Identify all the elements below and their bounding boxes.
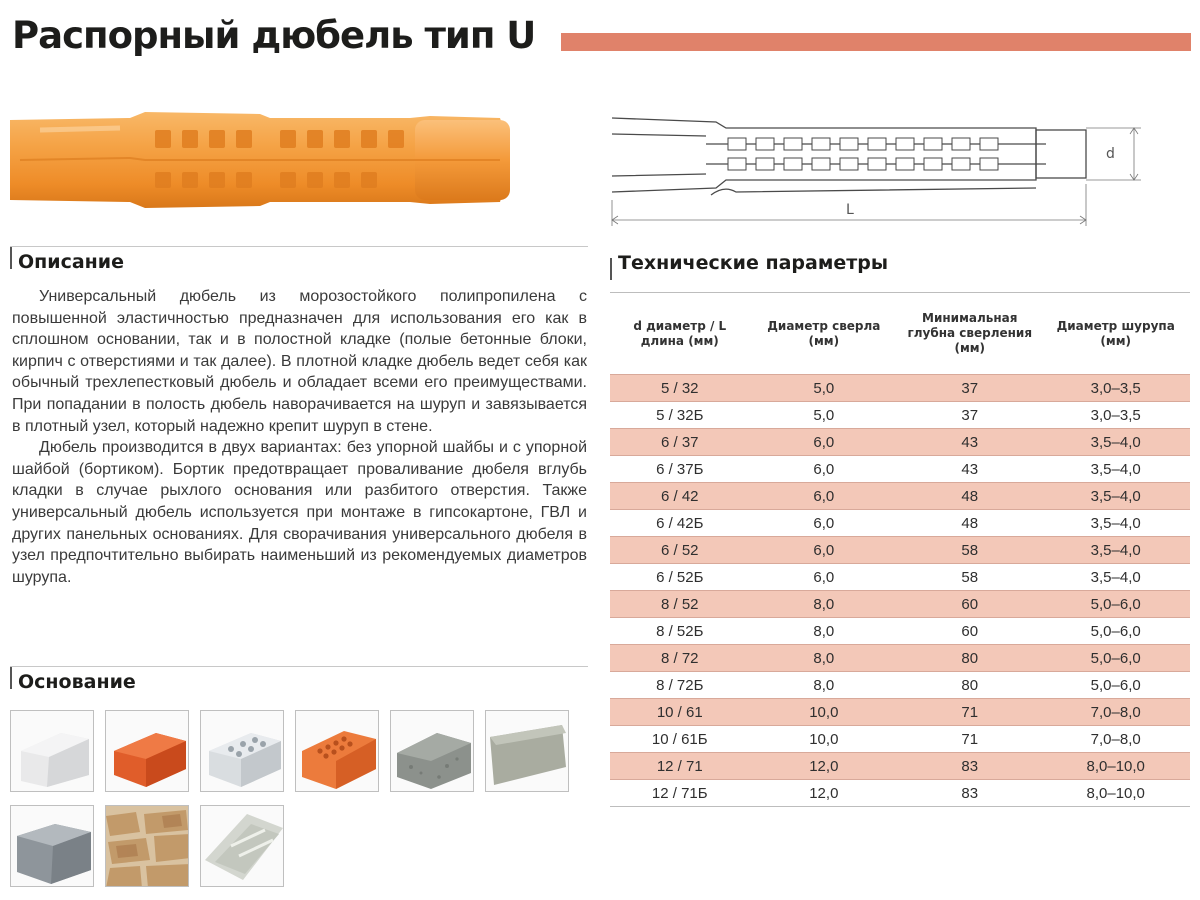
cell-screw-diameter: 7,0–8,0	[1041, 699, 1190, 726]
table-row	[610, 726, 1190, 753]
column-header-size: d диаметр / L длина (мм)	[633, 318, 727, 348]
cell-screw-diameter: 3,5–4,0	[1090, 514, 1141, 532]
cell-size: 5 / 32	[610, 375, 750, 402]
cell-drill-depth: 80	[961, 676, 979, 694]
cell-drill-diameter: 6,0	[750, 537, 899, 564]
cell-drill-diameter: 12,0	[809, 784, 839, 802]
cell-size: 6 / 42	[610, 483, 750, 510]
cell-drill-diameter: 6,0	[813, 460, 835, 478]
cell-drill-diameter: 8,0	[750, 645, 899, 672]
table-row	[610, 510, 1190, 537]
section-tick	[610, 258, 612, 280]
section-tick	[10, 247, 12, 269]
cell-size: 12 / 71Б	[651, 784, 708, 802]
params-table	[610, 292, 1190, 807]
description-paragraph-1: Универсальный дюбель из морозостойкого полипропилена с повышенной эластичностью предназначен для использования его как в сплошном основании, так и в полостной кладке (полые бетонные блоки, кирпич с отверстиями и так далее). В плотной кладке дюбель ведет себя как обычный трехлепестковый дюбель и обладает всеми его преимуществами. При попадании в полость дюбель наворачивается на шуруп и завязывается в плотный узел, который надежно крепит шуруп в стене.	[12, 288, 587, 435]
cell-size: 10 / 61	[610, 699, 750, 726]
cell-size: 6 / 52Б	[656, 568, 704, 586]
base-heading: Основание	[18, 671, 136, 693]
cell-screw-diameter: 5,0–6,0	[1090, 676, 1141, 694]
table-row	[610, 483, 1190, 510]
cell-drill-diameter: 5,0	[750, 375, 899, 402]
cell-drill-diameter: 5,0	[813, 406, 835, 424]
material-gypsum-board-image	[200, 805, 284, 887]
cell-size: 8 / 52	[610, 591, 750, 618]
table-row	[610, 699, 1190, 726]
cell-screw-diameter: 3,5–4,0	[1041, 429, 1190, 456]
dowel-technical-drawing	[606, 100, 1196, 230]
table-row	[610, 753, 1190, 780]
cell-screw-diameter: 3,0–3,5	[1041, 375, 1190, 402]
cell-size: 8 / 52Б	[656, 622, 704, 640]
cell-size: 8 / 72	[610, 645, 750, 672]
material-hollow-silicate-brick-image	[200, 710, 284, 792]
cell-screw-diameter: 7,0–8,0	[1090, 730, 1141, 748]
material-aerated-concrete-image	[10, 710, 94, 792]
cell-size: 6 / 37Б	[656, 460, 704, 478]
cell-size: 6 / 42Б	[656, 514, 704, 532]
section-tick	[10, 667, 12, 689]
cell-drill-diameter: 6,0	[750, 483, 899, 510]
cell-drill-depth: 71	[898, 699, 1041, 726]
cell-drill-diameter: 8,0	[813, 676, 835, 694]
material-expanded-clay-block-image	[390, 710, 474, 792]
material-gray-concrete-block-image	[10, 805, 94, 887]
cell-size: 8 / 72Б	[656, 676, 704, 694]
cell-screw-diameter: 5,0–6,0	[1041, 591, 1190, 618]
dimension-L-label: L	[846, 202, 854, 218]
cell-screw-diameter: 5,0–6,0	[1041, 645, 1190, 672]
cell-size: 6 / 37	[610, 429, 750, 456]
cell-drill-depth: 80	[898, 645, 1041, 672]
table-row	[610, 402, 1190, 429]
cell-drill-diameter: 6,0	[750, 429, 899, 456]
cell-screw-diameter: 3,5–4,0	[1090, 460, 1141, 478]
table-row	[610, 672, 1190, 699]
material-solid-brick-image	[105, 710, 189, 792]
cell-screw-diameter: 3,5–4,0	[1090, 568, 1141, 586]
params-heading: Технические параметры	[618, 252, 889, 274]
material-concrete-block-image	[485, 710, 569, 792]
table-row	[610, 591, 1190, 618]
cell-size: 6 / 52	[610, 537, 750, 564]
cell-size: 12 / 71	[610, 753, 750, 780]
column-header-drill-depth: Минимальная глубна сверления (мм)	[907, 311, 1033, 355]
cell-drill-depth: 37	[898, 375, 1041, 402]
params-table-header-row	[610, 293, 1190, 375]
cell-drill-diameter: 6,0	[813, 514, 835, 532]
dimension-d-label: d	[1106, 146, 1115, 162]
cell-drill-depth: 60	[961, 622, 979, 640]
cell-size: 5 / 32Б	[656, 406, 704, 424]
description-paragraph-2: Дюбель производится в двух вариантах: без упорной шайбы и с упорной шайбой (бортиком). Бортик предотвращает проваливание дюбеля вглубь кладки в случае рыхлого основания или разбитого отверстия. Также универсальный дюбель используется при монтаже в гипсокартоне, ГВЛ и других панельных основаниях. Для сворачивания универсального дюбеля в узел предпочтительно выбирать наименьший из рекомендуемых диаметров шурупа.	[12, 439, 587, 586]
cell-screw-diameter: 3,0–3,5	[1090, 406, 1141, 424]
table-row	[610, 537, 1190, 564]
material-hollow-ceramic-brick-image	[295, 710, 379, 792]
cell-screw-diameter: 5,0–6,0	[1090, 622, 1141, 640]
cell-screw-diameter: 3,5–4,0	[1041, 483, 1190, 510]
cell-drill-depth: 37	[961, 406, 979, 424]
table-row	[610, 429, 1190, 456]
column-header-drill-diameter: Диаметр сверла (мм)	[767, 318, 881, 348]
cell-drill-diameter: 10,0	[750, 699, 899, 726]
cell-drill-depth: 48	[961, 514, 979, 532]
cell-drill-depth: 58	[898, 537, 1041, 564]
dowel-product-photo	[10, 100, 520, 220]
cell-drill-depth: 60	[898, 591, 1041, 618]
table-row	[610, 564, 1190, 591]
cell-drill-depth: 83	[961, 784, 979, 802]
table-row	[610, 375, 1190, 402]
cell-drill-diameter: 8,0	[813, 622, 835, 640]
base-section-header	[10, 666, 588, 693]
cell-drill-depth: 83	[898, 753, 1041, 780]
cell-drill-diameter: 10,0	[809, 730, 839, 748]
cell-screw-diameter: 8,0–10,0	[1041, 753, 1190, 780]
cell-drill-diameter: 12,0	[750, 753, 899, 780]
table-row	[610, 456, 1190, 483]
cell-drill-depth: 43	[961, 460, 979, 478]
description-heading: Описание	[18, 251, 125, 273]
cell-size: 10 / 61Б	[651, 730, 708, 748]
table-row	[610, 645, 1190, 672]
description-text	[12, 286, 587, 588]
cell-drill-depth: 43	[898, 429, 1041, 456]
table-row	[610, 780, 1190, 807]
cell-drill-diameter: 6,0	[813, 568, 835, 586]
cell-screw-diameter: 8,0–10,0	[1086, 784, 1145, 802]
cell-screw-diameter: 3,5–4,0	[1041, 537, 1190, 564]
cell-drill-diameter: 8,0	[750, 591, 899, 618]
cell-drill-depth: 58	[961, 568, 979, 586]
material-natural-stone-image	[105, 805, 189, 887]
title-accent-bar	[561, 33, 1191, 51]
table-row	[610, 618, 1190, 645]
description-section-header	[10, 246, 588, 273]
column-header-screw-diameter: Диаметр шурупа (мм)	[1056, 318, 1175, 348]
page-title: Распорный дюбель тип U	[12, 14, 536, 57]
cell-drill-depth: 48	[898, 483, 1041, 510]
cell-drill-depth: 71	[961, 730, 979, 748]
